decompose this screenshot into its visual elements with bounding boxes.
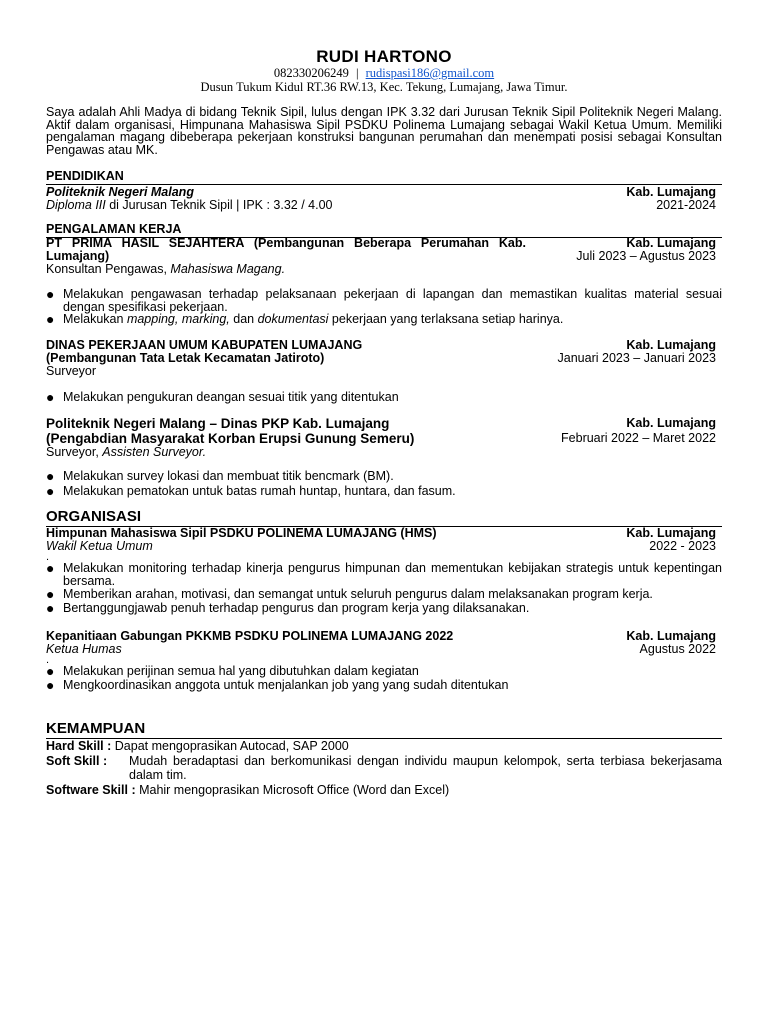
job1-b2-c: dan [229, 312, 258, 326]
job3-bullet-2 [46, 482, 722, 499]
job1-header [46, 237, 722, 263]
org1-bullet-2 [46, 588, 722, 601]
software-skill-label: Software Skill : [46, 782, 136, 797]
job3-location: Kab. Lumajang [626, 416, 716, 430]
org1-bullet-1-text: Melakukan monitoring terhadap kinerja pengurus himpunan dan mementukan kebijakan strategis untuk kepentingan bersama. [63, 561, 722, 588]
hard-skill-label: Hard Skill : [46, 739, 112, 753]
job3-bullet-1 [46, 470, 722, 483]
bullet-icon: ● [46, 560, 55, 576]
job3-bullet-2-text: Melakukan pematokan untuk batas rumah huntap, huntara, dan fasum. [63, 483, 456, 498]
job1-b2-a: Melakukan [63, 312, 127, 326]
job3-header [46, 416, 722, 446]
job3-bullet-1-text: Melakukan survey lokasi dan membuat titik bencmark (BM). [63, 469, 394, 483]
org2-bullet-1 [46, 665, 722, 678]
job2-org-block [46, 339, 526, 378]
org1-row-2 [46, 540, 722, 553]
hard-skill-row [46, 739, 722, 754]
org-entry-2 [46, 630, 722, 691]
job2-period: Januari 2023 – Januari 2023 [557, 351, 716, 365]
job3-role-row [46, 446, 722, 459]
job1-bullet-1-text: Melakukan pengawasan terhadap pelaksanaan pekerjaan di lapangan dan memastikan kualitas material sesuai dengan spesifikasi pekerjaan. [63, 287, 722, 314]
bullet-icon: ● [46, 663, 55, 679]
org2-stray-mark: . [46, 654, 50, 666]
job1-role-title: Konsultan Pengawas, [46, 262, 167, 276]
address: Dusun Tukum Kidul RT.36 RW.13, Kec. Tekung, Lumajang, Jawa Timur. [200, 80, 568, 94]
job2-bullet-1-text: Melakukan pengukuran deangan sesuai titik yang ditentukan [63, 390, 399, 404]
summary-paragraph: Saya adalah Ahli Madya di bidang Teknik Sipil, lulus dengan IPK 3.32 dari Jurusan Teknik Sipil Politeknik Negeri Malang. Aktif dalam organisasi, Himpunana Mahasiswa Sipil PSDKU Polinema Lumajang sebagai Wakil Ketua Umum. Memiliki pengalaman magang dibeberapa pekerjaan konstruksi bangunan perumahan dan menempati posisi sebagai Konsultan Pengawas atau MK. [46, 105, 722, 157]
job1-period: Juli 2023 – Agustus 2023 [576, 249, 716, 263]
org2-row-1 [46, 630, 722, 643]
job1-bullet-2 [46, 313, 722, 326]
org1-location: Kab. Lumajang [626, 526, 716, 540]
contact-line [46, 66, 722, 80]
job2-org: DINAS PEKERJAAN UMUM KABUPATEN LUMAJANG [46, 338, 363, 352]
bullet-icon: ● [46, 389, 55, 405]
degree-type: Diploma III [46, 198, 106, 212]
job3-org: Politeknik Negeri Malang – Dinas PKP Kab. Lumajang [46, 416, 390, 431]
job1-role-italic: Mahasiswa Magang. [170, 262, 286, 276]
phone-number: 082330206249 [273, 66, 349, 80]
contact-separator: | [355, 66, 359, 80]
job3-role-title: Surveyor, [46, 445, 99, 459]
hard-skill-value: Dapat mengoprasikan Autocad, SAP 2000 [111, 739, 349, 753]
org1-bullet-3 [46, 599, 722, 616]
organization-heading: ORGANISASI [46, 508, 722, 527]
bullet-icon: ● [46, 599, 55, 616]
job1-b2-d: dokumentasi [257, 312, 329, 326]
org1-bullet-3-text: Bertanggungjawab penuh terhadap pengurus dan program kerja yang dilaksanakan. [63, 600, 530, 615]
job2-location: Kab. Lumajang [626, 338, 716, 352]
job3-period: Februari 2022 – Maret 2022 [561, 431, 716, 445]
org2-bullet-2 [46, 676, 722, 693]
org2-bullet-2-text: Mengkoordinasikan anggota untuk menjalankan job yang yang sudah ditentukan [63, 677, 509, 692]
school-name: Politeknik Negeri Malang [46, 185, 194, 199]
soft-skill-value: Mudah beradaptasi dan berkomunikasi dengan individu maupun kelompok, serta terbiasa bekerjasama dalam tim. [129, 753, 722, 782]
job3-role-italic: Assisten Surveyor. [102, 445, 207, 459]
org1-period: 2022 - 2023 [649, 539, 716, 553]
soft-skill-row [46, 754, 722, 783]
bullet-icon: ● [46, 311, 55, 327]
org1-bullet-2-text: Memberikan arahan, motivasi, dan semangat untuk seluruh pengurus dalam melaksanakan program kerja. [63, 587, 653, 601]
job2-meta [558, 339, 716, 378]
experience-heading: PENGALAMAN KERJA [46, 222, 722, 238]
education-heading: PENDIDIKAN [46, 169, 722, 185]
degree-detail: di Jurusan Teknik Sipil | IPK : 3.32 / 4.00 [105, 198, 333, 212]
org2-row-2 [46, 643, 722, 656]
skills-heading: KEMAMPUAN [46, 720, 722, 739]
job1-location: Kab. Lumajang [626, 236, 716, 250]
org2-role: Ketua Humas [46, 642, 122, 656]
software-skill-row [46, 783, 722, 798]
job3-org-block [46, 416, 526, 446]
job1-meta [576, 237, 716, 263]
school-location: Kab. Lumajang [626, 185, 716, 199]
contact-block [46, 66, 722, 94]
job-entry-2 [46, 339, 722, 404]
job1-b2-b: mapping, marking, [126, 312, 230, 326]
job1-b2-e: pekerjaan yang terlaksana setiap harinya. [328, 312, 564, 326]
org1-role: Wakil Ketua Umum [46, 539, 153, 553]
email-link[interactable]: rudispasi186@gmail.com [365, 66, 495, 80]
job1-bullet-2-text [63, 313, 722, 326]
org2-bullet-1-text: Melakukan perijinan semua hal yang dibutuhkan dalam kegiatan [63, 664, 419, 678]
org2-location: Kab. Lumajang [626, 629, 716, 643]
candidate-name: RUDI HARTONO [316, 47, 452, 66]
job3-meta [561, 416, 716, 446]
job1-role-row [46, 263, 722, 276]
org2-period: Agustus 2022 [639, 642, 716, 656]
job3-sub: (Pengabdian Masyarakat Korban Erupsi Gunung Semeru) [46, 431, 415, 446]
software-skill-value: Mahir mengoprasikan Microsoft Office (Word dan Excel) [135, 782, 450, 797]
degree-info [46, 199, 333, 212]
job2-header [46, 339, 722, 378]
org-entry-1 [46, 527, 722, 614]
org2-name: Kepanitiaan Gabungan PKKMB PSDKU POLINEMA LUMAJANG 2022 [46, 629, 454, 643]
bullet-icon: ● [46, 586, 55, 602]
bullet-icon: ● [46, 676, 55, 693]
job2-sub: (Pembangunan Tata Letak Kecamatan Jatiroto) [46, 351, 325, 365]
bullet-icon: ● [46, 468, 55, 484]
job2-role: Surveyor [46, 364, 97, 378]
job1-role [46, 263, 285, 276]
job1-bullet-1 [46, 288, 722, 313]
job2-bullet-1 [46, 391, 722, 404]
organization-section [46, 508, 722, 527]
soft-skill-label: Soft Skill : [46, 753, 108, 768]
education-row-2 [46, 199, 722, 212]
org1-stray-mark: . [46, 551, 50, 563]
education-section [46, 169, 722, 212]
education-years: 2021-2024 [656, 198, 716, 212]
bullet-icon: ● [46, 286, 55, 302]
job1-org: PT PRIMA HASIL SEJAHTERA (Pembangunan Beberapa Perumahan Kab. Lumajang) [46, 236, 526, 263]
job3-role [46, 446, 206, 459]
org1-name: Himpunan Mahasiswa Sipil PSDKU POLINEMA LUMAJANG (HMS) [46, 526, 437, 540]
skills-section [46, 720, 722, 797]
job-entry-1 [46, 237, 722, 326]
bullet-icon: ● [46, 482, 55, 499]
job-entry-3 [46, 416, 722, 497]
org1-bullet-1 [46, 562, 722, 587]
